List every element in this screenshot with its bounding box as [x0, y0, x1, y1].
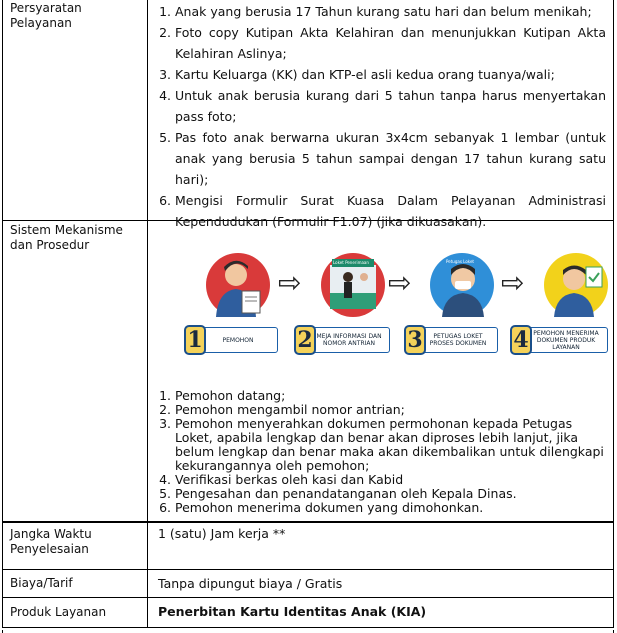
procedure-step-item: 5. Pengesahan dan penandatanganan oleh Kepala Dinas.: [175, 487, 606, 501]
applicant-icon: [210, 255, 268, 317]
row-produk: [2, 598, 614, 628]
arrow-icon-3: ⇨: [501, 266, 525, 299]
procedure-step-item: 3. Pemohon menyerahkan dokumen permohonan kepada Petugas Loket, apabila lengkap dan benar akan diproses lebih lanjut, jika belum lengkap dan benar maka akan dikembalikan untuk dilengkapi kekurangannya oleh pemohon;: [175, 417, 606, 473]
value-persyaratan: [149, 0, 613, 229]
step-1-banner: PEMOHON: [198, 327, 278, 353]
step-2-number: 2: [294, 325, 316, 355]
row-mekanisme: [2, 221, 614, 522]
step-4-number: 4: [510, 325, 532, 355]
desk-sign-label: Loket Penerimaan: [333, 260, 369, 265]
row-biaya: [2, 570, 614, 598]
step-2-banner: MEJA INFORMASI DAN NOMOR ANTRIAN: [308, 327, 390, 353]
requirement-item: 3. Kartu Keluarga (KK) dan KTP-el asli kedua orang tuanya/wali;: [175, 64, 606, 85]
label-jangka-waktu: Jangka Waktu Penyelesaian: [3, 523, 148, 569]
label-mekanisme: Sistem Mekanisme dan Prosedur: [3, 221, 148, 521]
value-jangka-waktu: 1 (satu) Jam kerja **: [158, 526, 286, 541]
label-persyaratan: Persyaratan Pelayanan: [3, 0, 148, 220]
label-biaya: Biaya/Tarif: [3, 570, 148, 597]
value-mekanisme: [149, 221, 613, 521]
step-1-number: 1: [184, 325, 206, 355]
arrow-icon-2: ⇨: [388, 266, 412, 299]
row-persyaratan: [2, 0, 614, 229]
procedure-diagram: [158, 231, 606, 389]
procedure-step-item: 4. Verifikasi berkas oleh kasi dan Kabid: [175, 473, 606, 487]
procedure-steps-list: [158, 389, 606, 515]
value-biaya: Tanpa dipungut biaya / Gratis: [158, 576, 343, 591]
step-4-banner: PEMOHON MENERIMA DOKUMEN PRODUK LAYANAN: [524, 327, 608, 353]
requirement-item: 4. Untuk anak berusia kurang dari 5 tahun tanpa harus menyertakan pass foto;: [175, 85, 606, 127]
requirement-item: 5. Pas foto anak berwarna ukuran 3x4cm sebanyak 1 lembar (untuk anak yang berusia 5 tahun sampai dengan 17 tahun kurang satu hari);: [175, 127, 606, 190]
requirement-item: 1. Anak yang berusia 17 Tahun kurang satu hari dan belum menikah;: [175, 1, 606, 22]
procedure-step-item: 2. Pemohon mengambil nomor antrian;: [175, 403, 606, 417]
requirement-item: 2. Foto copy Kutipan Akta Kelahiran dan menunjukkan Kutipan Akta Kelahiran Aslinya;: [175, 22, 606, 64]
requirement-item: 6. Mengisi Formulir Surat Kuasa Dalam Pelayanan Administrasi Kependudukan (Formulir F1.07) (jika dikuasakan).: [175, 190, 606, 232]
receive-document-icon: [546, 253, 608, 317]
procedure-step-item: 1. Pemohon datang;: [175, 389, 606, 403]
row-jangka-waktu: [2, 522, 614, 570]
officer-sign-label: Petugas Loket: [446, 259, 474, 264]
step-3-number: 3: [404, 325, 426, 355]
arrow-icon-1: ⇨: [278, 266, 302, 299]
step-3-banner: PETUGAS LOKET PROSES DOKUMEN: [418, 327, 498, 353]
requirements-list: [158, 1, 606, 232]
value-produk: Penerbitan Kartu Identitas Anak (KIA): [158, 604, 427, 619]
label-produk: Produk Layanan: [3, 598, 148, 627]
procedure-step-item: 6. Pemohon menerima dokumen yang dimohonkan.: [175, 501, 606, 515]
